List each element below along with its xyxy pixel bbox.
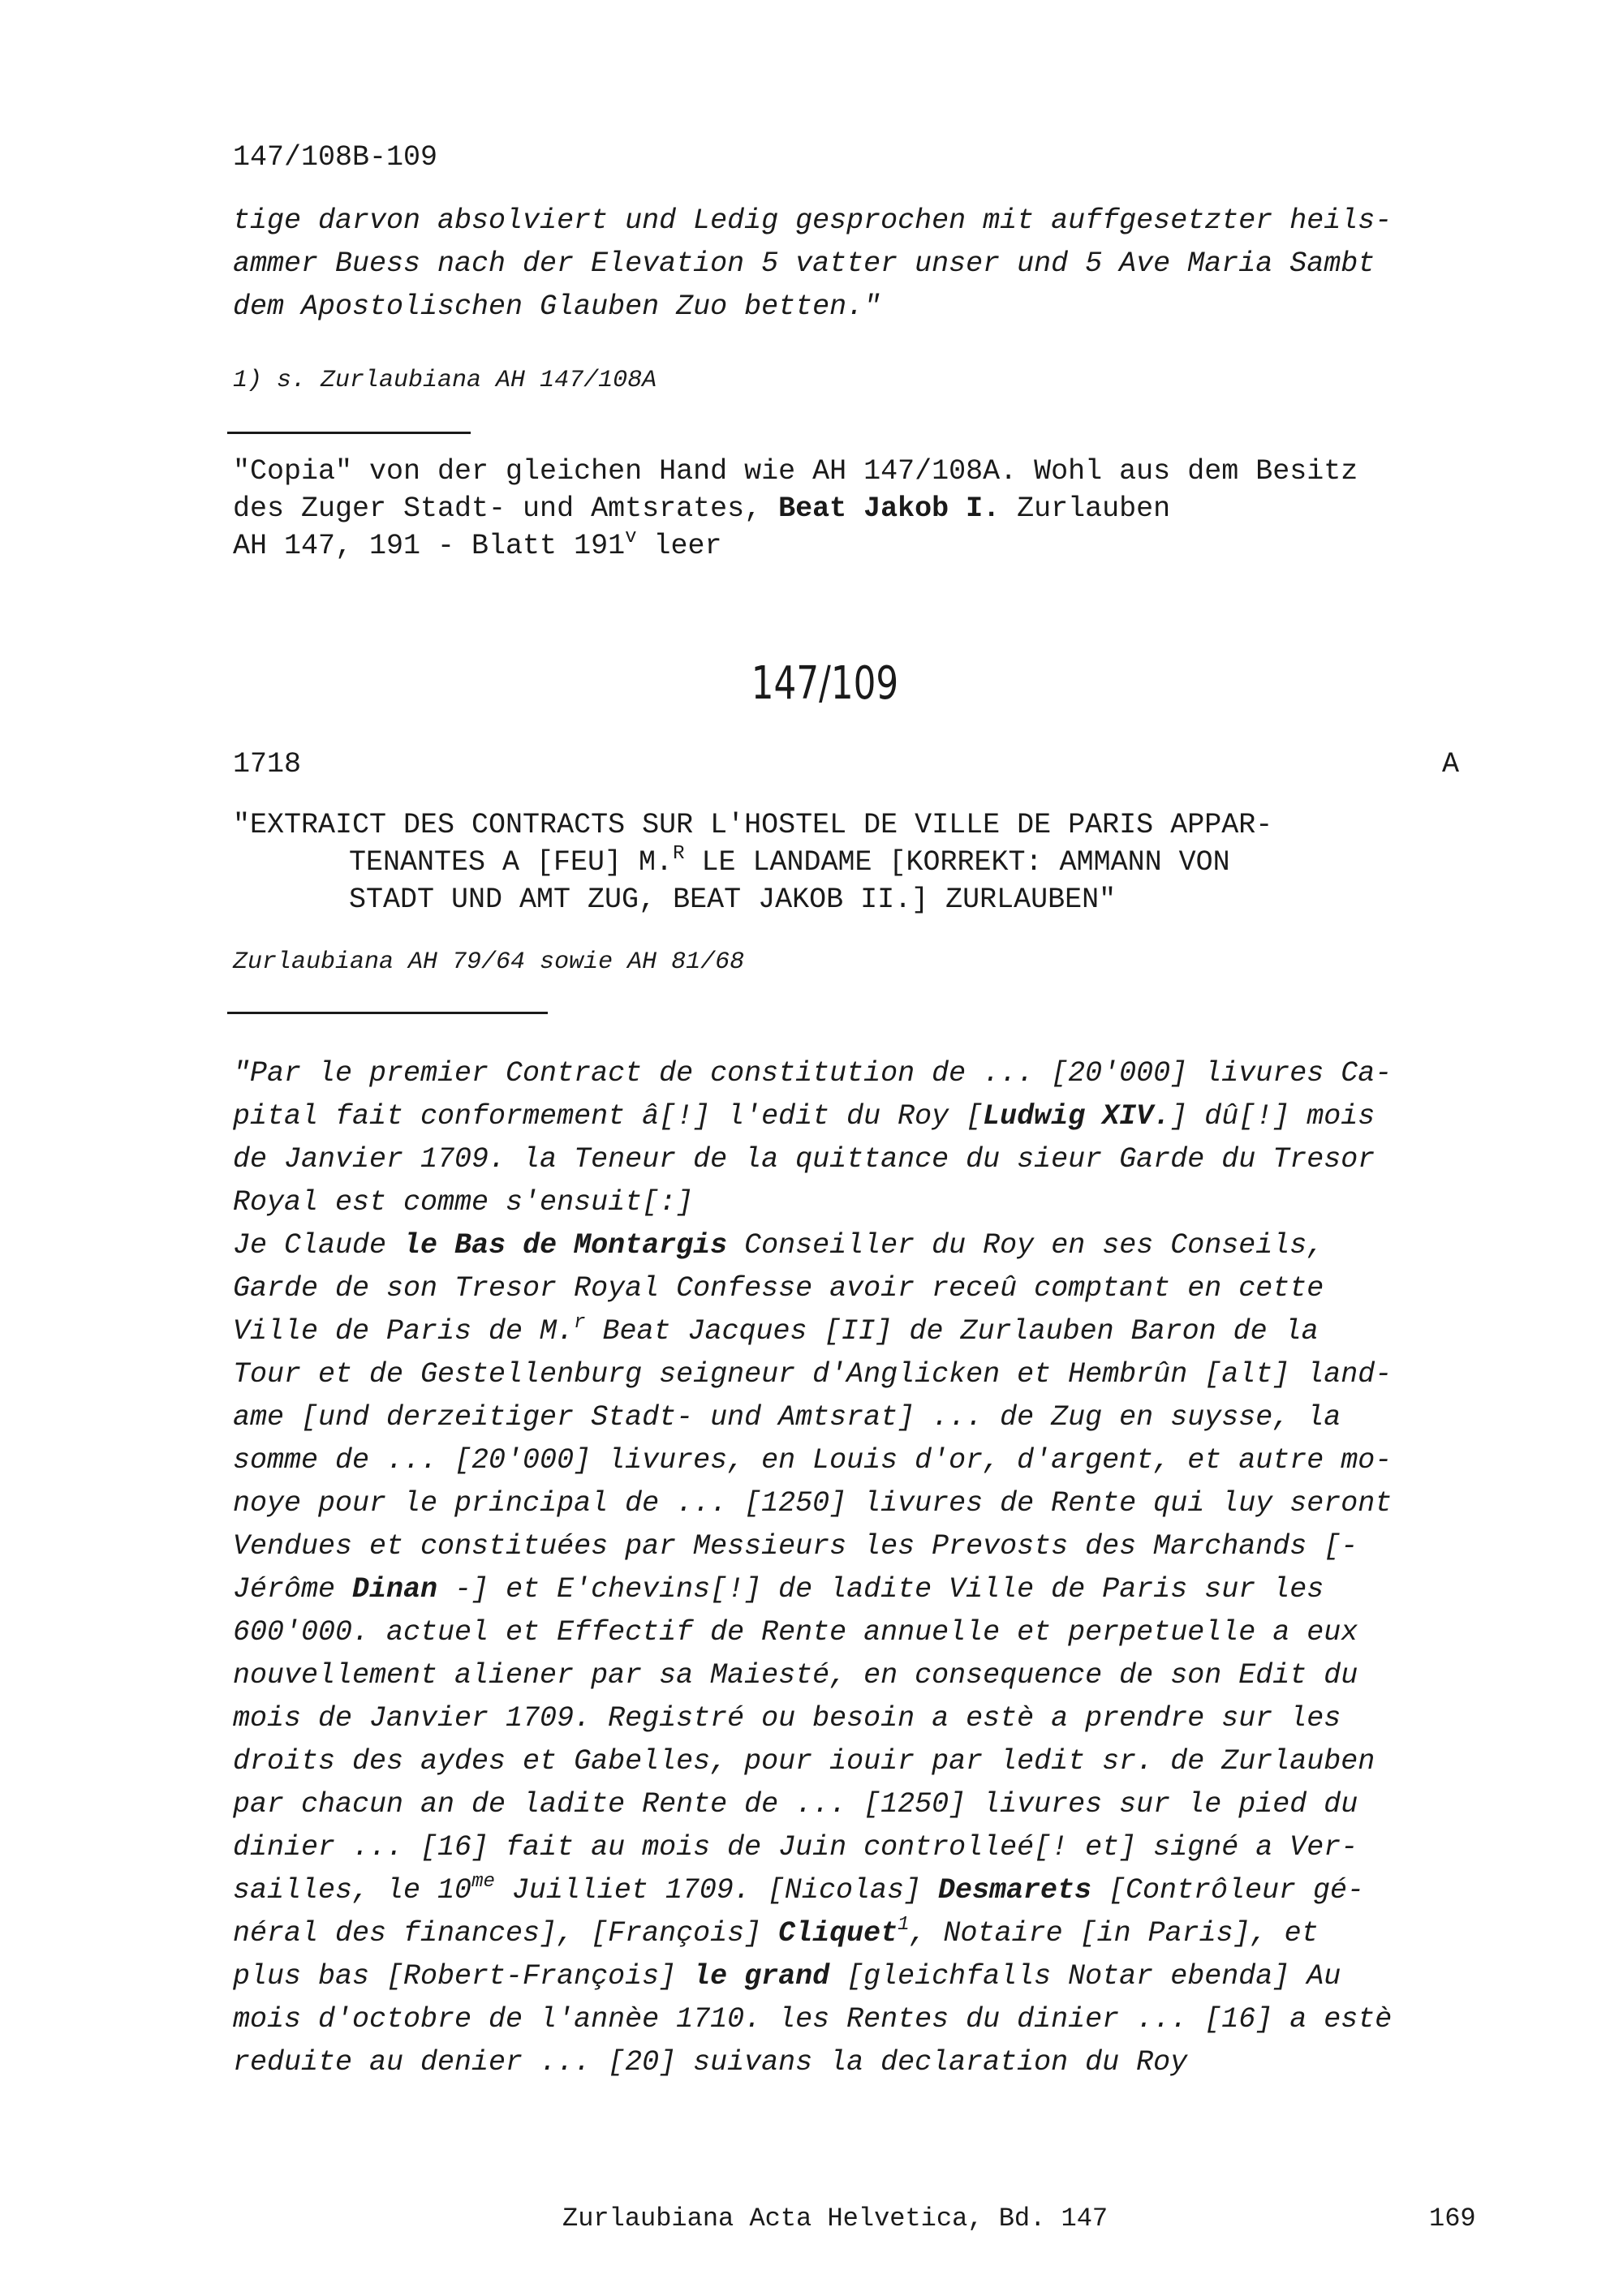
text-line: mois de Janvier 1709. Registré ou besoin a estè a prendre sur les bbox=[233, 1702, 1341, 1735]
entry-number: 147/109 bbox=[751, 657, 899, 710]
copia-line: AH 147, 191 - Blatt 191$^v$ leer bbox=[233, 527, 722, 562]
text-line: sailles, le $10^{me}$ Juilliet 1709. [Nicolas] Desmarets [Contrôleur gé- bbox=[233, 1871, 1365, 1907]
title-line: TENANTES A [FEU] M.$^R$ LE LANDAME [KORREKT: AMMANN VON bbox=[349, 843, 1230, 879]
text-line: nouvellement aliener par sa Maiesté, en consequence de son Edit du bbox=[233, 1659, 1358, 1692]
page-header-reference: 147/108B-109 bbox=[233, 141, 438, 174]
text-line: Garde de son Tresor Royal Confesse avoir receû comptant en cette bbox=[233, 1272, 1324, 1305]
entry-year: 1718 bbox=[233, 748, 302, 780]
person-name: Dinan bbox=[352, 1573, 438, 1606]
text-line: reduite au denier ... [20] suivans la declaration du Roy bbox=[233, 2046, 1188, 2079]
transcription-body bbox=[233, 1052, 1392, 2084]
text-line: droits des aydes et Gabelles, pour iouir par ledit sr. de Zurlauben bbox=[233, 1745, 1375, 1778]
text-line: mois d'octobre de l'annèe 1710. les Rentes du dinier ... [16] a estè bbox=[233, 2003, 1393, 2036]
text-line: ammer Buess nach der Elevation 5 vatter unser und 5 Ave Maria Sambt bbox=[233, 247, 1375, 280]
entry-source: Zurlaubiana AH 79/64 sowie AH 81/68 bbox=[233, 948, 745, 976]
person-name: le Bas de Montargis bbox=[403, 1229, 728, 1262]
title-line: "EXTRAICT DES CONTRACTS SUR L'HOSTEL DE VILLE DE PARIS APPAR- bbox=[233, 809, 1273, 841]
footnote-previous-entry: 1) s. Zurlaubiana AH 147/108A bbox=[233, 367, 657, 394]
person-name: Beat Jakob I. bbox=[778, 492, 1001, 525]
text-line: "Par le premier Contract de constitution de ... [20'000] livures Ca- bbox=[233, 1057, 1393, 1090]
text-line: Vendues et constituées par Messieurs les Prevosts des Marchands [- bbox=[233, 1530, 1358, 1563]
copia-line: des Zuger Stadt- und Amtsrates, Beat Jakob I. Zurlauben bbox=[233, 492, 1171, 525]
person-name: Cliquet bbox=[778, 1917, 898, 1950]
text-line: noye pour le principal de ... [1250] livures de Rente qui luy seront bbox=[233, 1487, 1393, 1520]
text-line: plus bas [Robert-François] le grand [gleichfalls Notar ebenda] Au bbox=[233, 1960, 1341, 1993]
source-divider bbox=[227, 1012, 548, 1014]
text-line: Tour et de Gestellenburg seigneur d'Anglicken et Hembrûn [alt] land- bbox=[233, 1358, 1393, 1391]
person-name: Ludwig XIV. bbox=[983, 1100, 1171, 1133]
text-line: dem Apostolischen Glauben Zuo betten." bbox=[233, 290, 881, 323]
footer-journal: Zurlaubiana Acta Helvetica, Bd. 147 bbox=[562, 2204, 1109, 2234]
text-line: de Janvier 1709. la Teneur de la quittance du sieur Garde du Tresor bbox=[233, 1143, 1375, 1176]
text-line: Jérôme Dinan -] et E'chevins[!] de ladite Ville de Paris sur les bbox=[233, 1573, 1324, 1606]
text-line: Royal est comme s'ensuit[:] bbox=[233, 1186, 694, 1219]
text-line: Je Claude le Bas de Montargis Conseiller du Roy en ses Conseils, bbox=[233, 1229, 1324, 1262]
entry-grade: A bbox=[1442, 748, 1460, 780]
footnote-divider bbox=[227, 432, 471, 434]
person-name: le grand bbox=[693, 1960, 830, 1993]
text-line: par chacun an de ladite Rente de ... [1250] livures sur le pied du bbox=[233, 1788, 1358, 1821]
text-line: tige darvon absolviert und Ledig gesprochen mit auffgesetzter heils- bbox=[233, 204, 1393, 237]
person-name: Desmarets bbox=[937, 1874, 1091, 1907]
footnote-marker: 1 bbox=[898, 1914, 910, 1936]
continuation-text bbox=[233, 200, 1392, 329]
entry-title bbox=[233, 806, 1272, 918]
text-line: somme de ... [20'000] livures, en Louis d'or, d'argent, et autre mo- bbox=[233, 1444, 1393, 1477]
copia-note bbox=[233, 453, 1358, 565]
text-line: pital fait conformement â[!] l'edit du Roy [Ludwig XIV.] dû[!] mois bbox=[233, 1100, 1375, 1133]
text-line: Ville de Paris de M.$^r$ Beat Jacques [II] de Zurlauben Baron de la bbox=[233, 1312, 1319, 1348]
page-number: 169 bbox=[1429, 2204, 1476, 2234]
copia-line: "Copia" von der gleichen Hand wie AH 147/108A. Wohl aus dem Besitz bbox=[233, 455, 1358, 488]
text-line: 600'000. actuel et Effectif de Rente annuelle et perpetuelle a eux bbox=[233, 1616, 1358, 1649]
text-line: dinier ... [16] fait au mois de Juin controlleé[! et] signé a Ver- bbox=[233, 1831, 1358, 1864]
text-line: ame [und derzeitiger Stadt- und Amtsrat] ... de Zug en suysse, la bbox=[233, 1401, 1341, 1434]
text-line: néral des finances], [François] Cliquet$^1$, Notaire [in Paris], et bbox=[233, 1914, 1319, 1950]
title-line: STADT UND AMT ZUG, BEAT JAKOB II.] ZURLAUBEN" bbox=[349, 884, 1117, 916]
